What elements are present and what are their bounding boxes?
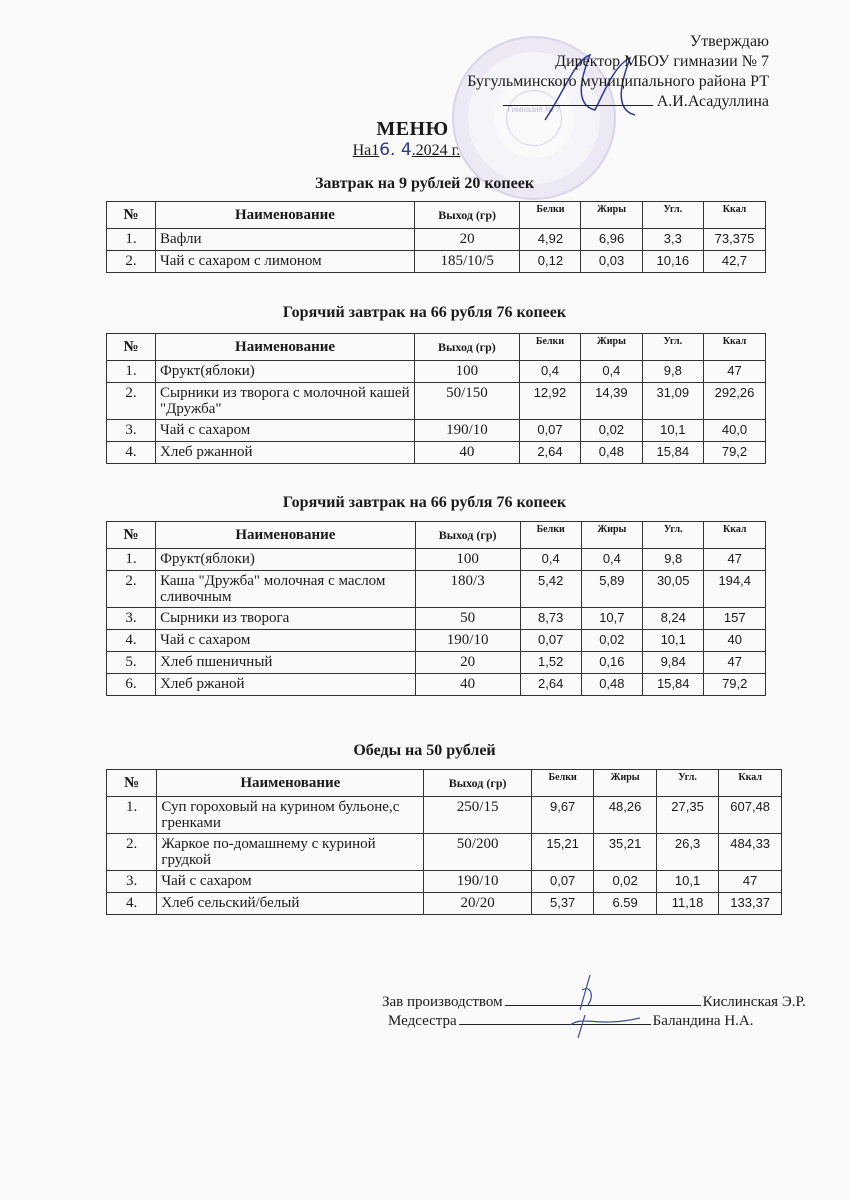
cell-protein: 8,73 <box>520 608 581 630</box>
cell-output: 185/10/5 <box>414 251 520 273</box>
date-handwritten: 6. 4 <box>379 140 412 160</box>
column-header: Выход (гр) <box>414 202 520 229</box>
column-header: Выход (гр) <box>424 770 532 797</box>
cell-output: 190/10 <box>415 420 520 442</box>
signature-name: Баландина Н.А. <box>652 1013 754 1029</box>
cell-fat: 0,02 <box>594 871 656 893</box>
cell-protein: 12,92 <box>519 383 580 420</box>
cell-no: 4. <box>107 630 156 652</box>
cell-name: Вафли <box>155 229 414 251</box>
table-row <box>107 361 766 383</box>
cell-no: 2. <box>107 251 156 273</box>
table-row <box>107 630 766 652</box>
cell-name: Хлеб сельский/белый <box>157 893 424 915</box>
table-row <box>107 674 766 696</box>
table-row <box>107 608 766 630</box>
table-header-row <box>107 770 782 797</box>
cell-fat: 6,96 <box>581 229 642 251</box>
cell-output: 100 <box>415 361 520 383</box>
table-row <box>107 442 766 464</box>
cell-output: 50/200 <box>424 834 532 871</box>
cell-name: Чай с сахаром <box>157 871 424 893</box>
cell-fat: 48,26 <box>594 797 656 834</box>
cell-protein: 1,52 <box>520 652 581 674</box>
date-suffix: .2024 г. <box>411 142 461 159</box>
cell-output: 20/20 <box>424 893 532 915</box>
cell-fat: 5,89 <box>581 571 642 608</box>
column-header: Наименование <box>156 522 416 549</box>
cell-fat: 10,7 <box>581 608 642 630</box>
cell-carbs: 30,05 <box>642 571 703 608</box>
cell-name: Хлеб ржаной <box>156 674 416 696</box>
menu-table-breakfast <box>106 201 766 273</box>
cell-fat: 14,39 <box>581 383 642 420</box>
approval-line2: Директор МБОУ гимназии № 7 <box>555 53 769 70</box>
table-row <box>107 549 766 571</box>
cell-carbs: 15,84 <box>642 442 703 464</box>
cell-kcal: 79,2 <box>704 442 766 464</box>
cell-carbs: 11,18 <box>656 893 718 915</box>
cell-name: Чай с сахаром с лимоном <box>155 251 414 273</box>
menu-table-lunch <box>106 769 782 915</box>
cell-name: Хлеб пшеничный <box>156 652 416 674</box>
column-header: № <box>107 202 156 229</box>
cell-name: Хлеб ржанной <box>156 442 415 464</box>
stamp-center-text: Гимназия № 7 <box>506 90 562 146</box>
table-row <box>107 229 766 251</box>
column-header: Ккал <box>704 202 766 229</box>
cell-no: 4. <box>107 442 156 464</box>
cell-carbs: 9,8 <box>642 361 703 383</box>
cell-protein: 15,21 <box>531 834 593 871</box>
cell-protein: 2,64 <box>520 674 581 696</box>
cell-name: Каша "Дружба" молочная с маслом сливочным <box>156 571 416 608</box>
cell-no: 3. <box>107 608 156 630</box>
table-row <box>107 893 782 915</box>
cell-fat: 0,48 <box>581 442 642 464</box>
approval-line3: Бугульминского муниципального района РТ <box>467 73 769 90</box>
column-header: № <box>107 334 156 361</box>
cell-no: 1. <box>107 229 156 251</box>
cell-fat: 35,21 <box>594 834 656 871</box>
cell-output: 180/3 <box>415 571 520 608</box>
column-header: № <box>107 770 157 797</box>
cell-carbs: 15,84 <box>642 674 703 696</box>
approval-block <box>467 32 769 112</box>
column-header: Белки <box>520 202 581 229</box>
cell-fat: 0,4 <box>581 549 642 571</box>
section-title-lunch: Обеды на 50 рублей <box>353 742 496 759</box>
cell-protein: 9,67 <box>531 797 593 834</box>
cell-protein: 0,4 <box>519 361 580 383</box>
column-header: Угл. <box>656 770 718 797</box>
cell-name: Сырники из творога с молочной кашей "Дружба" <box>156 383 415 420</box>
column-header: Жиры <box>581 522 642 549</box>
column-header: Белки <box>519 334 580 361</box>
cell-kcal: 484,33 <box>719 834 782 871</box>
column-header: Наименование <box>155 202 414 229</box>
cell-kcal: 79,2 <box>704 674 766 696</box>
cell-no: 1. <box>107 361 156 383</box>
cell-carbs: 8,24 <box>642 608 703 630</box>
table-header-row <box>107 202 766 229</box>
cell-carbs: 3,3 <box>642 229 703 251</box>
cell-output: 40 <box>415 674 520 696</box>
cell-carbs: 9,84 <box>642 652 703 674</box>
cell-no: 6. <box>107 674 156 696</box>
cell-output: 190/10 <box>415 630 520 652</box>
table-row <box>107 652 766 674</box>
cell-output: 40 <box>415 442 520 464</box>
cell-fat: 0,03 <box>581 251 642 273</box>
cell-protein: 4,92 <box>520 229 581 251</box>
approval-line1: Утверждаю <box>689 33 769 50</box>
cell-carbs: 10,1 <box>656 871 718 893</box>
cell-name: Фрукт(яблоки) <box>156 549 416 571</box>
staff-signature <box>560 970 650 1040</box>
page-title: МЕНЮ <box>376 118 449 140</box>
cell-output: 190/10 <box>424 871 532 893</box>
column-header: Выход (гр) <box>415 334 520 361</box>
signature-role: Зав производством <box>382 994 503 1010</box>
cell-output: 50 <box>415 608 520 630</box>
column-header: № <box>107 522 156 549</box>
cell-no: 4. <box>107 893 157 915</box>
cell-fat: 0,02 <box>581 630 642 652</box>
section-title-breakfast: Завтрак на 9 рублей 20 копеек <box>314 175 535 192</box>
cell-kcal: 40 <box>704 630 766 652</box>
table-row <box>107 871 782 893</box>
cell-output: 20 <box>415 652 520 674</box>
cell-output: 50/150 <box>415 383 520 420</box>
column-header: Белки <box>520 522 581 549</box>
date-prefix: На1 <box>352 142 380 159</box>
cell-carbs: 10,1 <box>642 630 703 652</box>
cell-no: 1. <box>107 797 157 834</box>
column-header: Жиры <box>581 202 642 229</box>
cell-name: Суп гороховый на курином бульоне,с гренками <box>157 797 424 834</box>
cell-no: 1. <box>107 549 156 571</box>
cell-name: Фрукт(яблоки) <box>156 361 415 383</box>
table-row <box>107 797 782 834</box>
cell-protein: 0,07 <box>519 420 580 442</box>
column-header: Ккал <box>704 334 766 361</box>
cell-protein: 0,12 <box>520 251 581 273</box>
signature-role: Медсестра <box>388 1013 457 1029</box>
table-row <box>107 571 766 608</box>
cell-no: 2. <box>107 834 157 871</box>
cell-name: Сырники из творога <box>156 608 416 630</box>
table-header-row <box>107 334 766 361</box>
cell-kcal: 47 <box>719 871 782 893</box>
cell-carbs: 10,16 <box>642 251 703 273</box>
approval-signer: А.И.Асадуллина <box>656 93 769 110</box>
cell-kcal: 607,48 <box>719 797 782 834</box>
column-header: Угл. <box>642 334 703 361</box>
cell-kcal: 40,0 <box>704 420 766 442</box>
menu-table-hot-breakfast-2 <box>106 521 766 696</box>
cell-no: 2. <box>107 571 156 608</box>
cell-name: Чай с сахаром <box>156 630 416 652</box>
cell-protein: 5,37 <box>531 893 593 915</box>
cell-fat: 0,48 <box>581 674 642 696</box>
table-row <box>107 834 782 871</box>
column-header: Ккал <box>719 770 782 797</box>
cell-kcal: 157 <box>704 608 766 630</box>
cell-carbs: 10,1 <box>642 420 703 442</box>
cell-carbs: 9,8 <box>642 549 703 571</box>
cell-protein: 0,07 <box>531 871 593 893</box>
column-header: Угл. <box>642 522 703 549</box>
column-header: Жиры <box>594 770 656 797</box>
column-header: Наименование <box>156 334 415 361</box>
section-title-hot-breakfast-2: Горячий завтрак на 66 рубля 76 копеек <box>282 494 567 511</box>
menu-date <box>0 140 831 160</box>
cell-protein: 0,07 <box>520 630 581 652</box>
column-header: Ккал <box>704 522 766 549</box>
column-header: Жиры <box>581 334 642 361</box>
cell-fat: 6.59 <box>594 893 656 915</box>
cell-carbs: 26,3 <box>656 834 718 871</box>
cell-protein: 5,42 <box>520 571 581 608</box>
column-header: Белки <box>531 770 593 797</box>
cell-no: 2. <box>107 383 156 420</box>
signature-line <box>503 105 653 106</box>
cell-fat: 0,02 <box>581 420 642 442</box>
cell-kcal: 47 <box>704 361 766 383</box>
signature-name: Кислинская Э.Р. <box>702 994 806 1010</box>
cell-fat: 0,4 <box>581 361 642 383</box>
cell-kcal: 133,37 <box>719 893 782 915</box>
cell-kcal: 194,4 <box>704 571 766 608</box>
menu-table-hot-breakfast-1 <box>106 333 766 464</box>
column-header: Выход (гр) <box>415 522 520 549</box>
table-header-row <box>107 522 766 549</box>
cell-protein: 0,4 <box>520 549 581 571</box>
cell-kcal: 47 <box>704 652 766 674</box>
table-row <box>107 251 766 273</box>
cell-kcal: 73,375 <box>704 229 766 251</box>
cell-kcal: 42,7 <box>704 251 766 273</box>
column-header: Наименование <box>157 770 424 797</box>
cell-kcal: 47 <box>704 549 766 571</box>
cell-name: Чай с сахаром <box>156 420 415 442</box>
cell-no: 3. <box>107 871 157 893</box>
cell-output: 100 <box>415 549 520 571</box>
section-title-hot-breakfast-1: Горячий завтрак на 66 рубля 76 копеек <box>282 304 567 321</box>
table-row <box>107 420 766 442</box>
cell-protein: 2,64 <box>519 442 580 464</box>
cell-kcal: 292,26 <box>704 383 766 420</box>
column-header: Угл. <box>642 202 703 229</box>
cell-fat: 0,16 <box>581 652 642 674</box>
cell-carbs: 31,09 <box>642 383 703 420</box>
cell-no: 3. <box>107 420 156 442</box>
table-row <box>107 383 766 420</box>
cell-output: 250/15 <box>424 797 532 834</box>
cell-carbs: 27,35 <box>656 797 718 834</box>
cell-name: Жаркое по-домашнему с куриной грудкой <box>157 834 424 871</box>
cell-no: 5. <box>107 652 156 674</box>
cell-output: 20 <box>414 229 520 251</box>
